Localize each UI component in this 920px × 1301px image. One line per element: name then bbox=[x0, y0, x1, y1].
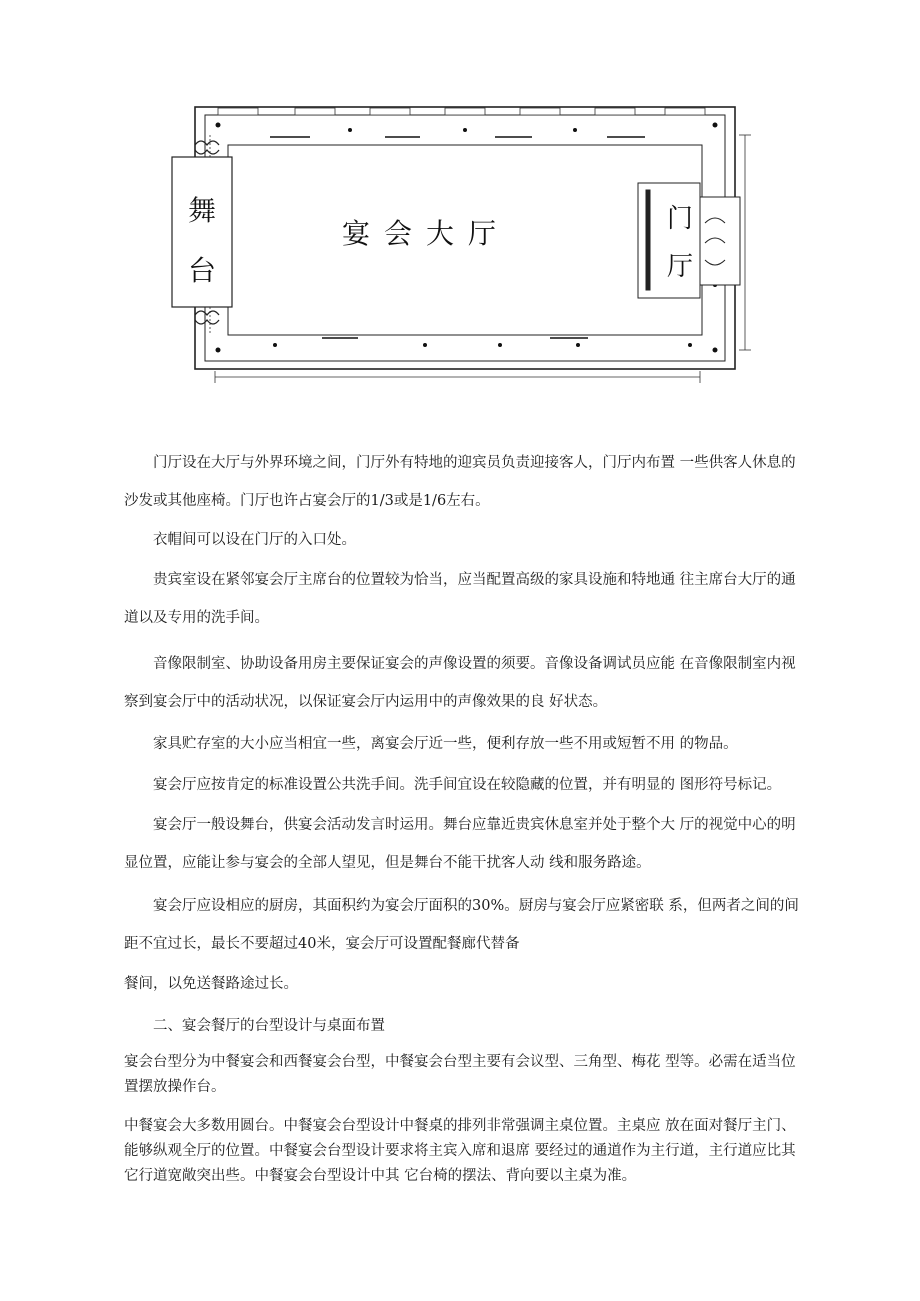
paragraph-foyer: 门厅设在大厅与外界环境之间，门厅外有特地的迎宾员负责迎接客人，门厅内布置 一些供客人休息的沙发或其他座椅。门厅也许占宴会厅的1/3或是1/6左右。 bbox=[124, 455, 796, 509]
paragraph-kitchen-continued: 餐间，以免送餐路途过长。 bbox=[124, 976, 298, 992]
stage-box bbox=[172, 141, 232, 324]
paragraph-vip-room: 贵宾室设在紧邻宴会厅主席台的位置较为恰当，应当配置高级的家具设施和特地通 往主席台大厅的通道以及专用的洗手间。 bbox=[124, 572, 796, 626]
paragraph-kitchen: 宴会厅应设相应的厨房，其面积约为宴会厅面积的30%。厨房与宴会厅应紧密联 系，但两者之间的间距不宜过长，最长不要超过40米，宴会厅可设置配餐廊代替备 bbox=[124, 898, 799, 952]
stage-label-top: 舞 bbox=[187, 194, 217, 227]
foyer-label-top: 门 bbox=[666, 204, 694, 234]
window-strips bbox=[218, 108, 705, 115]
paragraph-table-types: 宴会台型分为中餐宴会和西餐宴会台型，中餐宴会台型主要有会议型、三角型、梅花 型等。必需在适当位置摆放操作台。 bbox=[124, 1054, 796, 1095]
paragraph-cloakroom: 衣帽间可以设在门厅的入口处。 bbox=[153, 532, 356, 548]
section-heading: 二、宴会餐厅的台型设计与桌面布置 bbox=[153, 1018, 385, 1034]
hall-label: 宴会大厅 bbox=[341, 217, 511, 250]
paragraph-av-room: 音像限制室、协助设备用房主要保证宴会的声像设置的须要。音像设备调试员应能 在音像限制室内视察到宴会厅中的活动状况，以保证宴会厅内运用中的声像效果的良 好状态。 bbox=[124, 656, 796, 710]
paragraph-stage: 宴会厅一般设舞台，供宴会活动发言时运用。舞台应靠近贵宾休息室并处于整个大 厅的视觉中心的明显位置，应能让参与宴会的全部人望见，但是舞台不能干扰客人动 线和服务路途。 bbox=[124, 817, 796, 871]
paragraph-storage: 家具贮存室的大小应当相宜一些，离宴会厅近一些，便利存放一些不用或短暂不用 的物品。 bbox=[153, 736, 738, 752]
foyer-label-bottom: 厅 bbox=[666, 252, 694, 282]
banquet-floor-plan bbox=[160, 95, 770, 395]
paragraph-chinese-banquet: 中餐宴会大多数用圆台。中餐宴会台型设计中餐桌的排列非常强调主桌位置。主桌应 放在面对餐厅主门、能够纵观全厅的位置。中餐宴会台型设计要求将主宾入席和退席 要经过的通道作为主行道，主行道应比其它行道宽敞突出些。中餐宴会台型设计中其 它台椅的摆法、背向要以主桌为准。 bbox=[124, 1118, 796, 1184]
paragraph-restroom: 宴会厅应按肯定的标准设置公共洗手间。洗手间宜设在较隐藏的位置，并有明显的 图形符号标记。 bbox=[153, 777, 782, 793]
stage-label-bottom: 台 bbox=[187, 254, 217, 287]
